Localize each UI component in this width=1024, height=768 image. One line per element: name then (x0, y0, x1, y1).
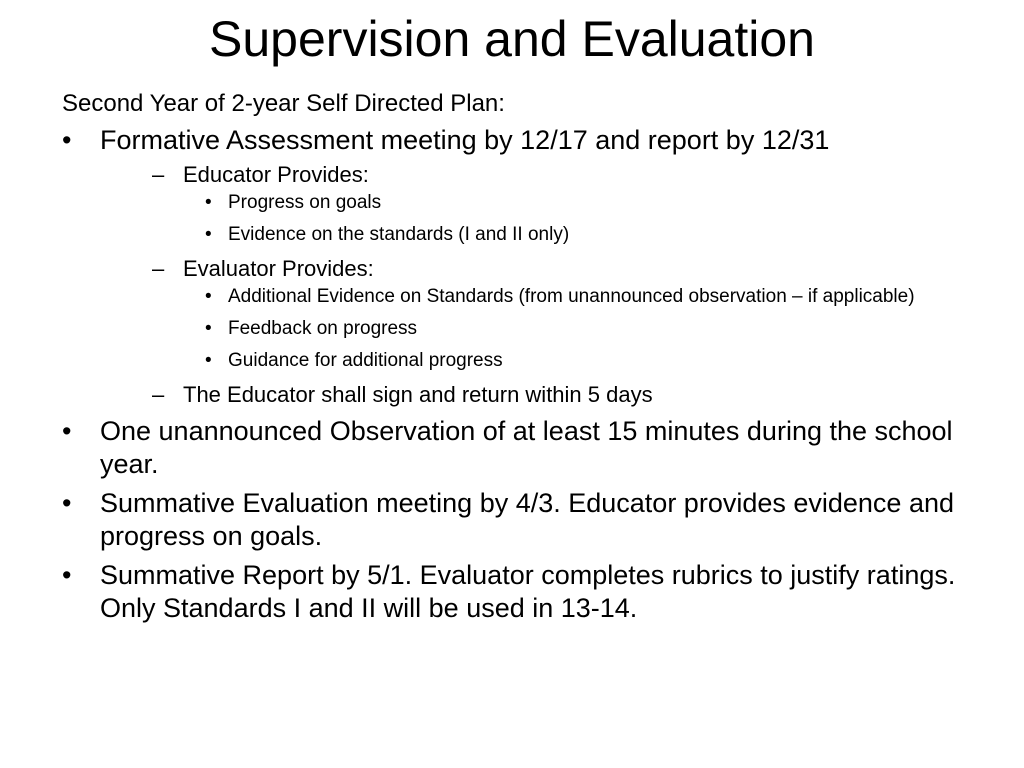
sub-item-text: Educator Provides: (183, 162, 369, 187)
sub-sub-item-text: Additional Evidence on Standards (from unannounced observation – if applicable) (228, 286, 915, 307)
intro-text: Second Year of 2-year Self Directed Plan: (62, 90, 505, 117)
bullet-item (62, 124, 962, 409)
sub-sub-item (183, 191, 983, 215)
sub-sub-item-text: Feedback on progress (228, 318, 418, 339)
bullet-marker: • (205, 192, 212, 213)
bullet-marker: • (205, 286, 212, 307)
bullet-item (62, 487, 962, 553)
sub-item (100, 255, 962, 373)
bullet-item (62, 415, 962, 481)
bullet-text: Summative Report by 5/1. Evaluator completes rubrics to justify ratings. Only Standards I and II will be used in 13-14. (100, 560, 956, 623)
slide-title: Supervision and Evaluation (209, 11, 815, 67)
sub-item (100, 381, 962, 409)
sub-item (100, 161, 962, 247)
sub-sub-item-text: Progress on goals (228, 192, 382, 213)
slide-content (62, 88, 962, 631)
sub-sub-item (183, 285, 983, 309)
bullet-text: Formative Assessment meeting by 12/17 and report by 12/31 (100, 125, 830, 155)
bullet-marker: • (205, 224, 212, 245)
dash-marker: – (152, 256, 165, 281)
dash-marker: – (152, 382, 165, 407)
bullet-marker: • (62, 488, 72, 518)
sub-item-text: The Educator shall sign and return within 5 days (183, 382, 653, 407)
bullet-marker: • (205, 318, 212, 339)
bullet-item (62, 559, 962, 625)
sub-list (100, 161, 962, 409)
sub-sub-list (183, 191, 962, 247)
bullet-marker: • (62, 416, 72, 446)
bullet-text: Summative Evaluation meeting by 4/3. Educator provides evidence and progress on goals. (100, 488, 954, 551)
sub-sub-item (183, 317, 983, 341)
sub-item-text: Evaluator Provides: (183, 256, 374, 281)
bullet-marker: • (62, 560, 72, 590)
sub-sub-item (183, 349, 983, 373)
bullet-marker: • (205, 350, 212, 371)
bullet-text: One unannounced Observation of at least 15 minutes during the school year. (100, 416, 953, 479)
dash-marker: – (152, 162, 165, 187)
sub-sub-item (183, 223, 983, 247)
bullet-marker: • (62, 125, 72, 155)
sub-sub-list (183, 285, 962, 373)
bullet-list (62, 124, 962, 625)
sub-sub-item-text: Guidance for additional progress (228, 350, 503, 371)
sub-sub-item-text: Evidence on the standards (I and II only) (228, 224, 570, 245)
